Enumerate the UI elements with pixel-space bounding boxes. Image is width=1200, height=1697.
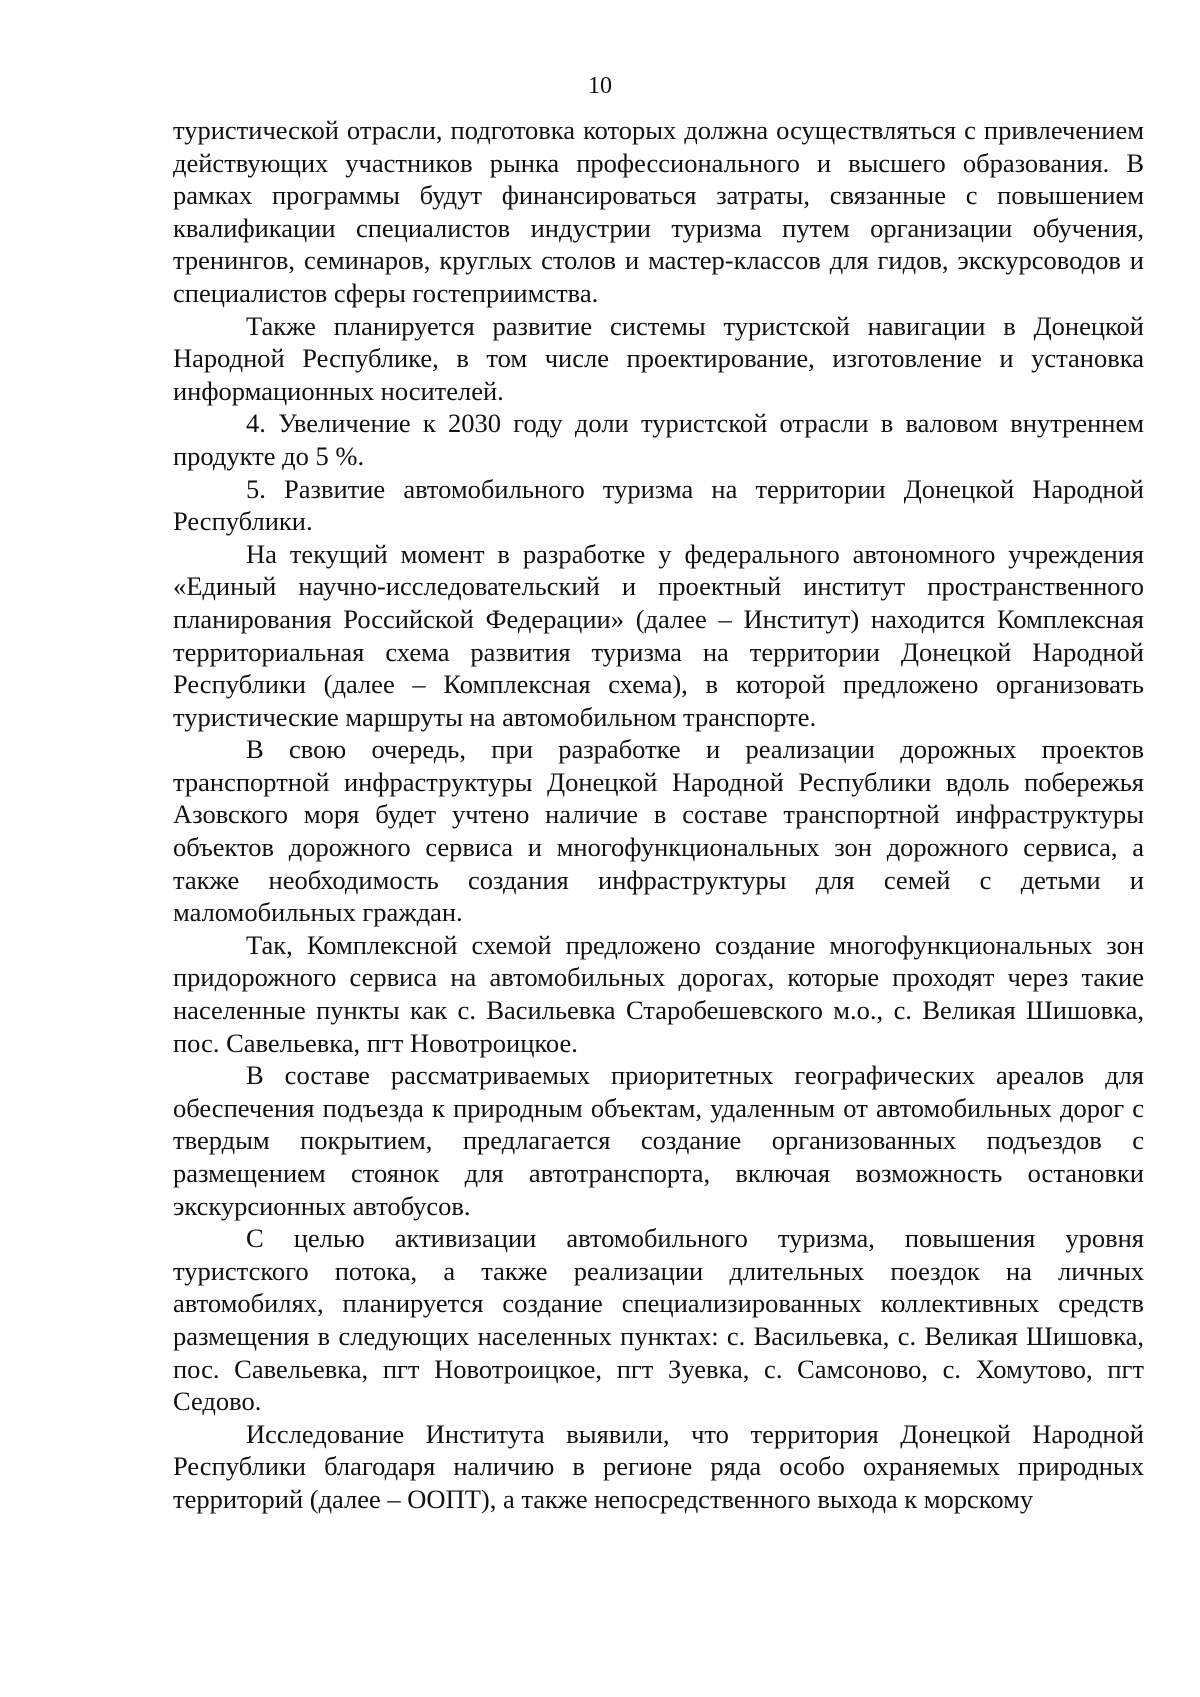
page-number: 10	[588, 73, 612, 99]
paragraph-training-costs: туристической отрасли, подготовка которых должна осуществляться с привлечением действующих участников рынка профессионального и высшего образования. В рамках программы будут финансироваться затраты, связанные с повышением квалификации специалистов индустрии туризма путем организации обучения, тренингов, семинаров, круглых столов и мастер-классов для гидов, экскурсоводов и специалистов сферы гостеприимства.	[173, 115, 1144, 308]
paragraph-institute-research: Исследование Института выявили, что территория Донецкой Народной Республики благодаря наличию в регионе ряда особо охраняемых природных территорий (далее – ООПТ), а также непосредственного выхода к морскому	[173, 1418, 1144, 1514]
paragraph-complex-scheme: На текущий момент в разработке у федерального автономного учреждения «Единый научно-исследовательский и проектный институт пространственного планирования Российской Федерации» (далее – Институт) находится Комплексная территориальная схема развития туризма на территории Донецкой Народной Республики (далее – Комплексная схема), в которой предложено организовать туристические маршруты на автомобильном транспорте.	[173, 538, 1144, 732]
paragraph-item-4-gdp-share: 4. Увеличение к 2030 году доли туристской отрасли в валовом внутреннем продукте до 5 %.	[173, 408, 1144, 471]
document-body	[173, 114, 1144, 1516]
paragraph-accommodation-facilities: С целью активизации автомобильного туризма, повышения уровня туристского потока, а также реализации длительных поездок на личных автомобилях, планируется создание специализированных коллективных средств размещения в следующих населенных пунктах: с. Васильевка, с. Великая Шишовка, пос. Савельевка, пгт Новотроицкое, пгт Зуевка, с. Самсоново, с. Хомутово, пгт Седово.	[173, 1223, 1144, 1417]
paragraph-road-projects: В свою очередь, при разработке и реализации дорожных проектов транспортной инфраструктуры Донецкой Народной Республики вдоль побережья Азовского моря будет учтено наличие в составе транспортной инфраструктуры объектов дорожного сервиса и многофункциональных зон дорожного сервиса, а также необходимость создания инфраструктуры для семей с детьми и маломобильных граждан.	[173, 734, 1144, 928]
paragraph-item-5-auto-tourism: 5. Развитие автомобильного туризма на территории Донецкой Народной Республики.	[173, 473, 1144, 537]
paragraph-tourist-navigation: Также планируется развитие системы туристской навигации в Донецкой Народной Республике, в том числе проектирование, изготовление и установка информационных носителей.	[173, 310, 1144, 406]
paragraph-roadside-service-zones: Так, Комплексной схемой предложено создание многофункциональных зон придорожного сервиса на автомобильных дорогах, которые проходят через такие населенные пункты как с. Васильевка Старобешевского м.о., с. Великая Шишовка, пос. Савельевка, пгт Новотроицкое.	[173, 929, 1144, 1058]
paragraph-natural-objects-access: В составе рассматриваемых приоритетных географических ареалов для обеспечения подъезда к природным объектам, удаленным от автомобильных дорог с твердым покрытием, предлагается создание организованных подъездов с размещением стоянок для автотранспорта, включая возможность остановки экскурсионных автобусов.	[173, 1060, 1144, 1221]
